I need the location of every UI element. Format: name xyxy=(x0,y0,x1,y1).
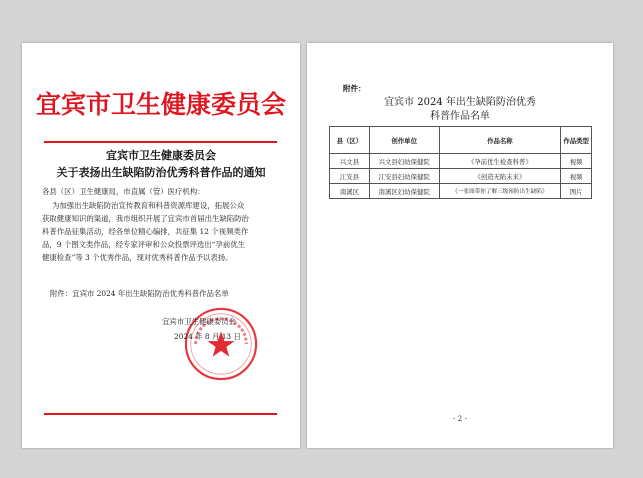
page-number: - 2 - xyxy=(453,415,467,423)
cell-work: 《一张图带你了解三级预防出生缺陷》 xyxy=(439,184,561,199)
cell-unit: 兴文县妇幼保健院 xyxy=(369,154,439,169)
cell-type: 视频 xyxy=(561,169,592,184)
red-header-title: 宜宾市卫生健康委员会 xyxy=(35,90,286,119)
col-header-type: 作品类型 xyxy=(561,127,592,154)
salutation: 各县（区）卫生健康局，市直属（管）医疗机构： xyxy=(42,187,205,196)
col-header-unit: 创作单位 xyxy=(369,127,439,154)
list-title-line2: 科普作品名单 xyxy=(430,111,490,122)
signature-date: 2024 年 8 月 13 日 xyxy=(174,332,241,341)
cell-unit: 江安县妇幼保健院 xyxy=(369,169,439,184)
cell-county: 南溪区 xyxy=(330,184,370,199)
cell-type: 图片 xyxy=(561,184,592,199)
col-header-work: 作品名称 xyxy=(439,127,561,154)
body-line: 为加强出生缺陷防治宣传教育和科普资源库建设，拓展公众 xyxy=(52,201,245,210)
list-title-line1: 宜宾市 2024 年出生缺陷防治优秀 xyxy=(384,97,536,108)
cell-type: 视频 xyxy=(561,154,592,169)
works-table xyxy=(329,126,592,199)
document-page-left xyxy=(22,43,300,448)
body-line: 健康检查”等 3 个优秀作品，现对优秀科普作品予以表扬。 xyxy=(42,253,233,262)
signature-org: 宜宾市卫生健康委员会 xyxy=(162,317,236,326)
body-line: 获取健康知识的渠道，我市组织开展了宜宾市首届出生缺陷防治 xyxy=(42,214,249,223)
table-row xyxy=(330,184,592,199)
red-divider-top xyxy=(44,141,277,143)
red-divider-bottom xyxy=(44,413,277,415)
table-row xyxy=(330,169,592,184)
cell-work: 《孕前优生检查科普》 xyxy=(439,154,561,169)
attachment-label: 附件： xyxy=(343,84,366,93)
notice-title-line1: 宜宾市卫生健康委员会 xyxy=(106,149,216,162)
cell-county: 兴文县 xyxy=(330,154,370,169)
cell-unit: 南溪区妇幼保健院 xyxy=(369,184,439,199)
cell-work: 《创造无陷未来》 xyxy=(439,169,561,184)
col-header-county: 县（区） xyxy=(330,127,370,154)
document-page-right xyxy=(307,43,613,448)
table-row xyxy=(330,154,592,169)
table-header-row xyxy=(330,127,592,154)
notice-title-line2: 关于表扬出生缺陷防治优秀科普作品的通知 xyxy=(56,166,266,179)
body-line: 科普作品征集活动，经各单位精心编排，共征集 12 个视频类作 xyxy=(42,227,249,236)
cell-county: 江安县 xyxy=(330,169,370,184)
attachment-note: 附件：宜宾市 2024 年出生缺陷防治优秀科普作品名单 xyxy=(50,289,229,298)
body-line: 品，9 个图文类作品，经专家评审和公众投票评选出“孕前优生 xyxy=(42,240,245,249)
